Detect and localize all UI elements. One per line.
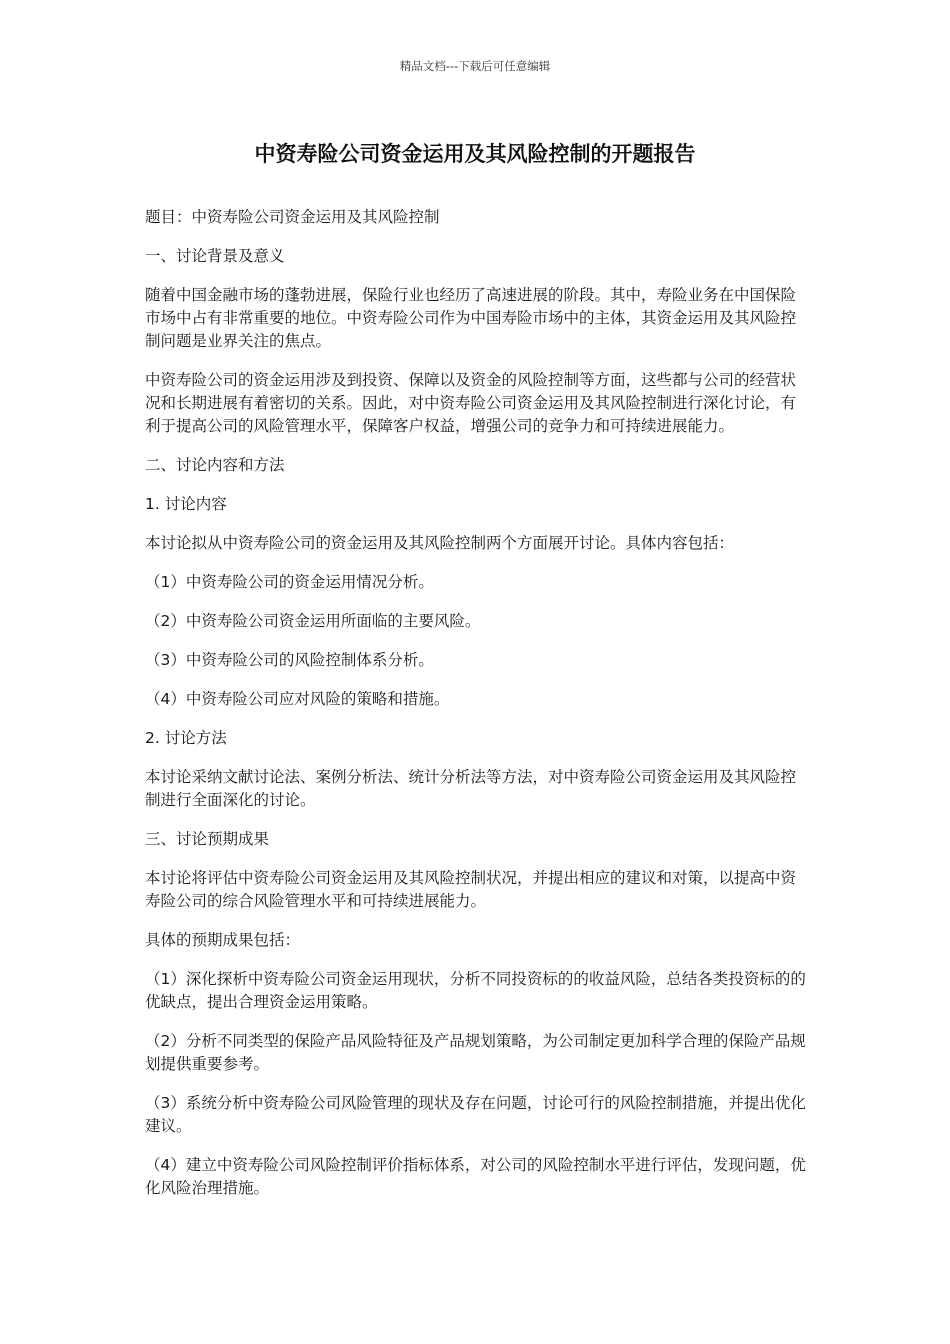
section-heading-background: 一、讨论背景及意义 <box>145 247 285 265</box>
content-list-item-2: （2）中资寿险公司资金运用所面临的主要风险。 <box>145 612 481 630</box>
result-list-item-3: （3）系统分析中资寿险公司风险管理的现状及存在问题，讨论可行的风险控制措施，并提出优化建议。 <box>145 1094 806 1135</box>
paragraph-background-2: 中资寿险公司的资金运用涉及到投资、保障以及资金的风险控制等方面，这些都与公司的经营状况和长期进展有着密切的关系。因此，对中资寿险公司资金运用及其风险控制进行深化讨论，有利于提高公司的风险管理水平，保障客户权益，增强公司的竞争力和可持续进展能力。 <box>145 371 797 435</box>
content-list-item-3: （3）中资寿险公司的风险控制体系分析。 <box>145 651 434 669</box>
paragraph-expected-results: 本讨论将评估中资寿险公司资金运用及其风险控制状况，并提出相应的建议和对策，以提高中资寿险公司的综合风险管理水平和可持续进展能力。 <box>145 869 797 910</box>
result-list-item-4: （4）建立中资寿险公司风险控制评价指标体系，对公司的风险控制水平进行评估，发现问题，优化风险治理措施。 <box>145 1156 806 1197</box>
result-list-item-2: （2）分析不同类型的保险产品风险特征及产品规划策略，为公司制定更加科学合理的保险产品规划提供重要参考。 <box>145 1032 806 1073</box>
section-heading-content-methods: 二、讨论内容和方法 <box>145 456 285 474</box>
paragraph-methods: 本讨论采纳文献讨论法、案例分析法、统计分析法等方法，对中资寿险公司资金运用及其风险控制进行全面深化的讨论。 <box>145 768 797 809</box>
content-list-item-4: （4）中资寿险公司应对风险的策略和措施。 <box>145 690 450 708</box>
section-heading-expected-results: 三、讨论预期成果 <box>145 830 270 848</box>
paragraph-background-1: 随着中国金融市场的蓬勃进展，保险行业也经历了高速进展的阶段。其中，寿险业务在中国保险市场中占有非常重要的地位。中资寿险公司作为中国寿险市场中的主体，其资金运用及其风险控制问题是业界关注的焦点。 <box>145 286 797 350</box>
topic-line: 题目：中资寿险公司资金运用及其风险控制 <box>145 208 440 226</box>
subheading-content: 1. 讨论内容 <box>145 495 227 513</box>
result-list-item-1: （1）深化探析中资寿险公司资金运用现状，分析不同投资标的的收益风险，总结各类投资标的的优缺点，提出合理资金运用策略。 <box>145 970 806 1011</box>
paragraph-results-intro: 具体的预期成果包括： <box>145 931 301 949</box>
document-body <box>145 206 810 1216</box>
header-note: 精品文档---下载后可任意编辑 <box>399 59 551 73</box>
content-list-item-1: （1）中资寿险公司的资金运用情况分析。 <box>145 573 434 591</box>
document-title: 中资寿险公司资金运用及其风险控制的开题报告 <box>254 142 696 166</box>
paragraph-content-intro: 本讨论拟从中资寿险公司的资金运用及其风险控制两个方面展开讨论。具体内容包括： <box>145 534 735 552</box>
subheading-methods: 2. 讨论方法 <box>145 729 227 747</box>
